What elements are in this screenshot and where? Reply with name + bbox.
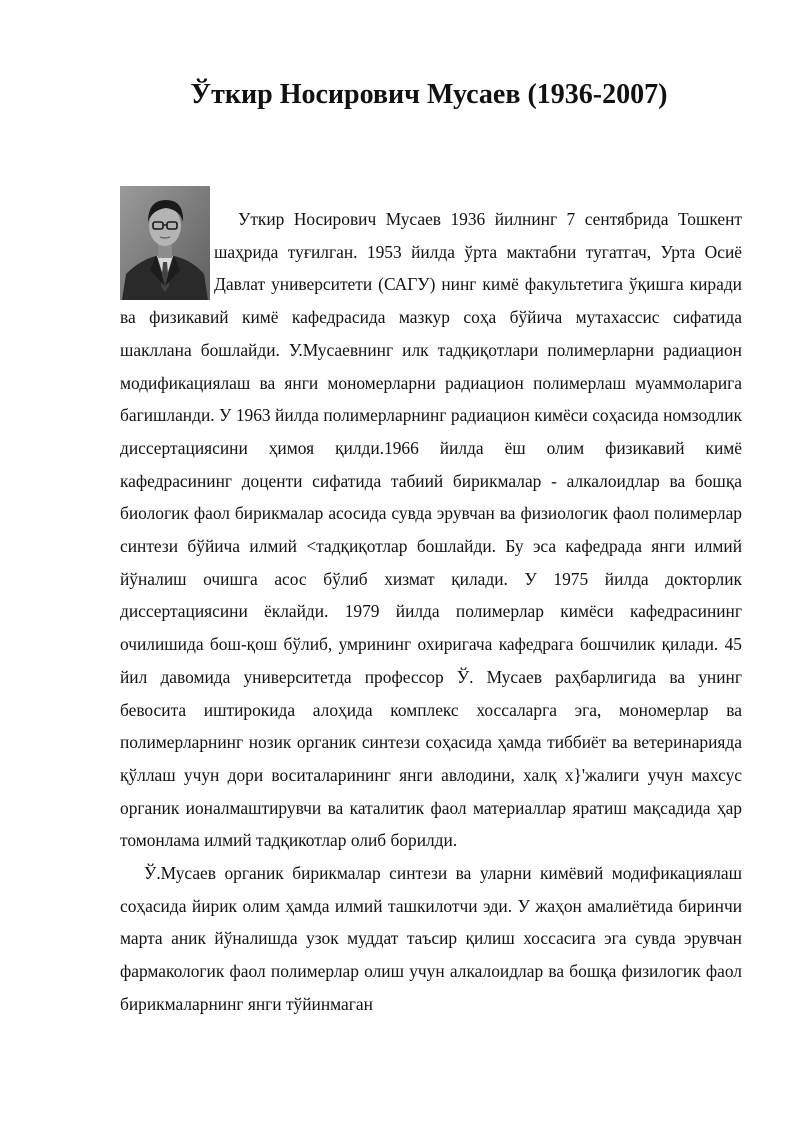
portrait-photo	[120, 186, 210, 300]
article-body	[120, 203, 742, 1021]
portrait-image	[120, 186, 210, 300]
page-title: Ўткир Носирович Мусаев (1936-2007)	[190, 79, 668, 110]
paragraph-2: Ў.Мусаев органик бирикмалар синтези ва уларни кимёвий модификациялаш соҳасида йирик олим ҳамда илмий ташкилотчи эди. У жаҳон амалиётида биринчи марта аник йўналишда узок муддат таъсир қилиш хоссасига эга сувда эрувчан фармакологик фаол полимерлар олиш учун алкалоидлар ва бошқа физилогик фаол бирикмаларнинг янги тўйинмаган	[120, 863, 742, 1014]
paragraph-1: Уткир Носирович Мусаев 1936 йилнинг 7 сентябрида Тошкент шаҳрида туғилган. 1953 йилда ўрта мактабни тугатгач, Урта Осиё Давлат университети (САГУ) нинг кимё факультетига ўқишга киради ва физикавий кимё кафедрасида мазкур соҳа бўйича мутахассис сифатида шакллана бошлайди. У.Мусаевнинг илк тадқиқотлари полимерларни радиацион модификациялаш ва янги мономерларни радиацион полимерлаш муаммоларига багишланди. У 1963 йилда полимерларнинг радиацион кимёси соҳасида номзодлик диссертациясини ҳимоя қилди.1966 йилда ёш олим физикавий кимё кафедрасининг доценти сифатида табиий бирикмалар - алкалоидлар ва бошқа биологик фаол бирикмалар асосида сувда эрувчан ва физиологик фаол полимерлар синтези бўйича илмий <тадқиқотлар бошлайди. Бу эса кафедрада янги илмий йўналиш очишга асос бўлиб хизмат қилади. У 1975 йилда докторлик диссертациясини ёклайди. 1979 йилда полимерлар кимёси кафедрасининг очилишида бош-қош бўлиб, умрининг охиригача кафедрага бошчилик қилади. 45 йил давомида университетда профессор Ў. Мусаев раҳбарлигида ва унинг бевосита иштирокида алоҳида комплекс хоссаларга эга, мономерлар ва полимерларнинг нозик органик синтези соҳасида ҳамда тиббиёт ва ветеринарияда қўллаш учун дори воситаларининг янги авлодини, халқ х}'жалиги учун махсус органик ионалмаштирувчи ва каталитик фаол материаллар яратиш мақсадида ҳар томонлама илмий тадқикотлар олиб борилди.	[120, 209, 742, 851]
